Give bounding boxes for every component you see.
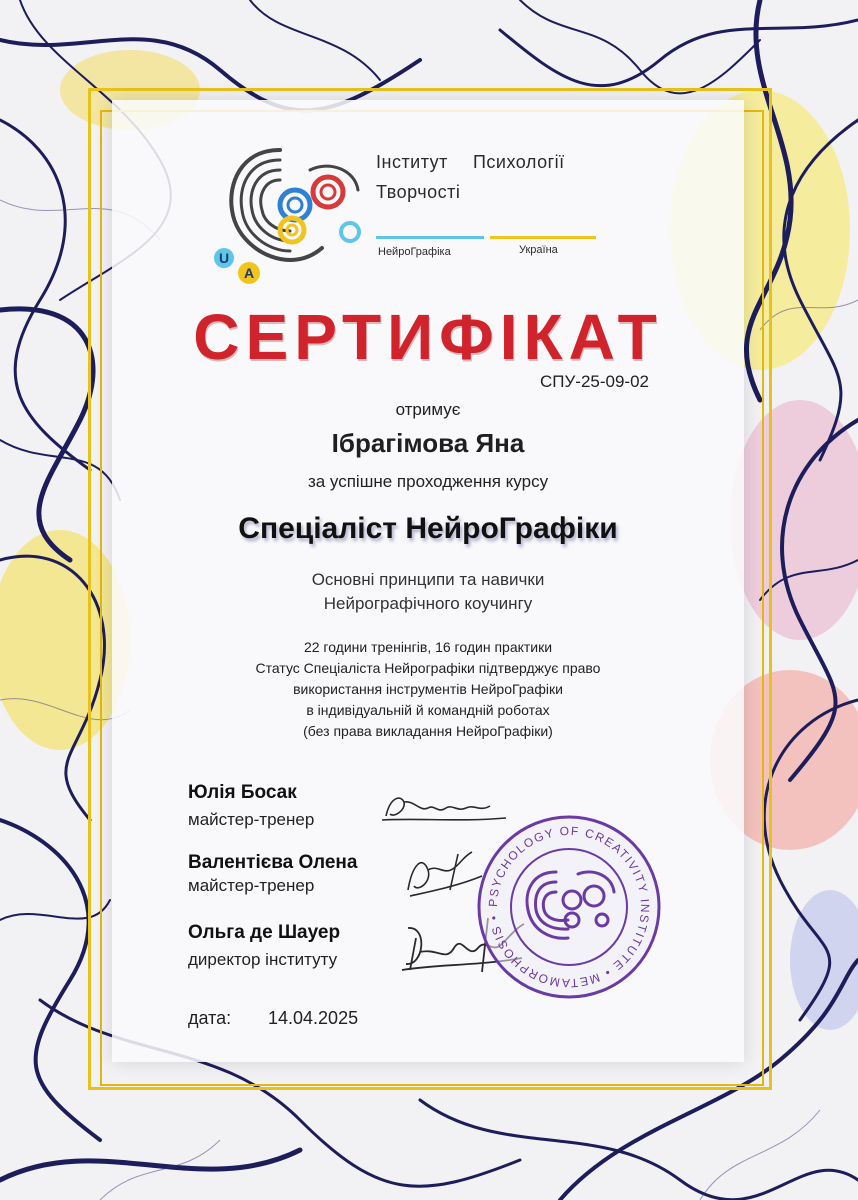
signatory-1	[188, 782, 314, 830]
principles-line-1: Основні принципи та навички	[311, 570, 545, 589]
details-line-1: 22 години тренінгів, 16 годин практики	[303, 639, 553, 655]
certificate-title: СЕРТИФІКАТ	[193, 301, 663, 373]
details-line-2: Статус Спеціаліста Нейрографіки підтверджує право	[255, 660, 601, 676]
details-line-3: використання інструментів НейроГрафіки	[293, 681, 563, 697]
logo-sub-ukraine: Україна	[519, 244, 558, 256]
recipient-name: Ібрагімова Яна	[331, 428, 525, 458]
logo-blue-rule	[376, 236, 484, 239]
logo-title-line2: Творчості	[376, 182, 461, 202]
signatory-3	[188, 922, 340, 970]
certificate-number: СПУ-25-09-02	[540, 372, 650, 391]
signatory-name: Валентієва Олена	[188, 852, 358, 873]
date-label: дата:	[188, 1008, 232, 1028]
signatory-role: майстер-тренер	[188, 810, 315, 829]
completion-text: за успішне проходження курсу	[307, 472, 549, 491]
badge-u: U	[214, 248, 234, 268]
signatory-role: директор інституту	[188, 950, 338, 969]
course-title: Спеціаліст НейроГрафіки	[238, 512, 618, 545]
details-line-4: в індивідуальній й командній роботах	[306, 702, 550, 718]
logo-word-psychology: Психології	[472, 152, 565, 172]
badge-a: A	[238, 262, 260, 284]
details-line-5: (без права викладання НейроГрафіки)	[303, 723, 553, 739]
signatory-name: Юлія Босак	[188, 782, 297, 803]
logo-sub-neurographica: НейроГрафіка	[378, 246, 451, 258]
logo-word-institute: Інститут	[376, 152, 448, 172]
institute-logo-icon	[210, 130, 370, 290]
logo-title-line1	[376, 148, 565, 176]
date-value: 14.04.2025	[268, 1008, 359, 1028]
seal-text: PSYCHOLOGY OF CREATIVITY INSTITUTE • METAMORPHOSIS •	[485, 823, 653, 991]
signatory-2	[188, 852, 357, 896]
receives-label: отримує	[395, 400, 461, 419]
signatory-role: майстер-тренер	[188, 876, 315, 895]
principles-line-2: Нейрографічного коучингу	[323, 594, 533, 613]
signatory-name: Ольга де Шауер	[188, 922, 341, 943]
institute-seal-icon	[474, 812, 664, 1002]
logo-yellow-rule	[490, 236, 596, 239]
details-block	[112, 637, 744, 742]
principles-block	[112, 568, 744, 616]
